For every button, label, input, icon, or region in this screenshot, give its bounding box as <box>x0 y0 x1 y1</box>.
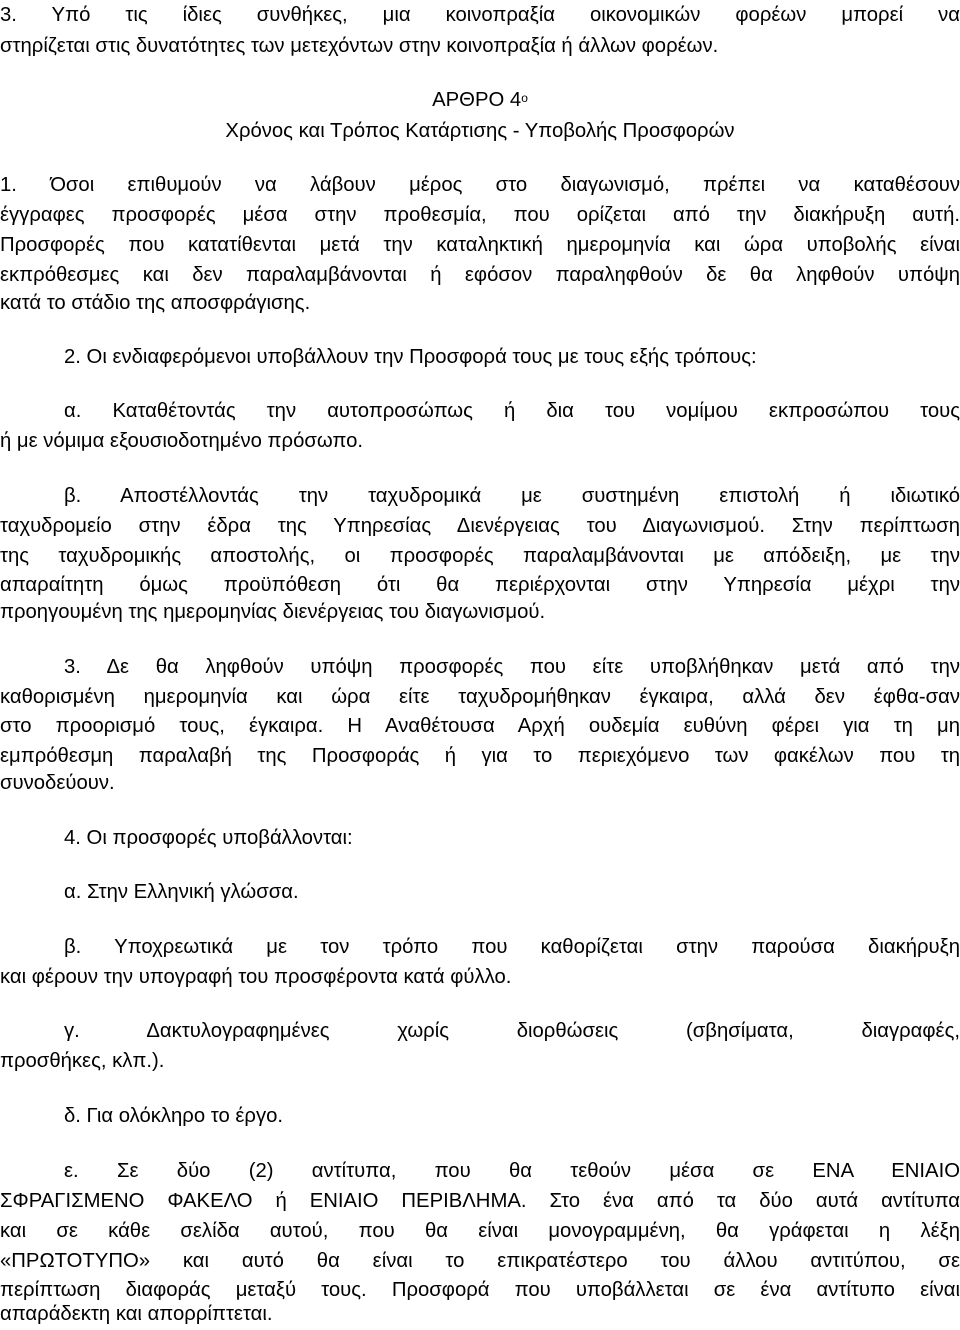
paragraph-3-line-1: 3. Υπό τις ίδιες συνθήκες, μια κοινοπραξία οικονομικών φορέων μπορεί να <box>0 4 960 26</box>
section-3-line-3: στο προορισμό τους, έγκαιρα. Η Αναθέτουσα Αρχή ουδεμία ευθύνη φέρει για τη μη <box>0 715 960 737</box>
section-1-line-2: έγγραφες προσφορές μέσα στην προθεσμία, που ορίζεται από την διακήρυξη αυτή. <box>0 204 960 226</box>
section-4c-line-1: γ. Δακτυλογραφημένες χωρίς διορθώσεις (σβησίματα, διαγραφές, <box>64 1020 960 1042</box>
section-2b-line-3: της ταχυδρομικής αποστολής, οι προσφορές παραλαμβάνονται με απόδειξη, με την <box>0 545 960 567</box>
section-3-line-2: καθορισμένη ημερομηνία και ώρα είτε ταχυδρομήθηκαν έγκαιρα, αλλά δεν έφθα-σαν <box>0 686 960 708</box>
section-4e-line-3: και σε κάθε σελίδα αυτού, που θα είναι μονογραμμένη, θα γράφεται η λέξη <box>0 1220 960 1242</box>
section-4b-line-1: β. Υποχρεωτικά με τον τρόπο που καθορίζεται στην παρούσα διακήρυξη <box>64 936 960 958</box>
article-number-superscript: ο <box>521 91 528 105</box>
section-1-line-1: 1. Όσοι επιθυμούν να λάβουν μέρος στο διαγωνισμό, πρέπει να καταθέσουν <box>0 174 960 196</box>
section-4a-line-1: α. Στην Ελληνική γλώσσα. <box>64 881 299 903</box>
section-4e-line-5: περίπτωση διαφοράς μεταξύ τους. Προσφορά που υποβάλλεται σε ένα αντίτυπο είναι <box>0 1279 960 1301</box>
section-3-line-5: συνοδεύουν. <box>0 772 115 794</box>
section-4c-line-2: προσθήκες, κλπ.). <box>0 1050 165 1072</box>
section-1-line-3: Προσφορές που κατατίθενται μετά την καταληκτική ημερομηνία και ώρα υποβολής είναι <box>0 234 960 256</box>
section-2b-line-1: β. Αποστέλλοντάς την ταχυδρομικά με συστημένη επιστολή ή ιδιωτικό <box>64 485 960 507</box>
section-4d-line-1: δ. Για ολόκληρο το έργο. <box>64 1105 284 1127</box>
section-4e-line-4: «ΠΡΩΤΟΤΥΠΟ» και αυτό θα είναι το επικρατέστερο του άλλου αντιτύπου, σε <box>0 1250 960 1272</box>
section-2-line-1: 2. Οι ενδιαφερόμενοι υποβάλλουν την Προσφορά τους με τους εξής τρόπους: <box>64 346 757 368</box>
section-3-line-1: 3. Δε θα ληφθούν υπόψη προσφορές που είτε υποβλήθηκαν μετά από την <box>64 656 960 678</box>
section-4e-line-1: ε. Σε δύο (2) αντίτυπα, που θα τεθούν μέσα σε ΕΝΑ ΕΝΙΑΙΟ <box>64 1160 960 1182</box>
section-4b-line-2: και φέρουν την υπογραφή του προσφέροντα κατά φύλλο. <box>0 966 512 988</box>
article-title: Χρόνος και Τρόπος Κατάρτισης - Υποβολής Προσφορών <box>225 120 735 142</box>
section-2a-line-1: α. Καταθέτοντάς την αυτοπροσώπως ή δια του νομίμου εκπροσώπου τους <box>64 400 960 422</box>
section-1-line-5: κατά το στάδιο της αποσφράγισης. <box>0 292 311 314</box>
section-4-line-1: 4. Οι προσφορές υποβάλλονται: <box>64 827 353 849</box>
section-4e-line-2: ΣΦΡΑΓΙΣΜΕΝΟ ΦΑΚΕΛΟ ή ΕΝΙΑΙΟ ΠΕΡΙΒΛΗΜΑ. Στο ένα από τα δύο αυτά αντίτυπα <box>0 1190 960 1212</box>
paragraph-3-line-2: στηρίζεται στις δυνατότητες των μετεχόντων στην κοινοπραξία ή άλλων φορέων. <box>0 35 719 57</box>
article-heading <box>0 85 960 116</box>
section-2b-line-4: απαραίτητη όμως προϋπόθεση ότι θα περιέρχονται στην Υπηρεσία μέχρι την <box>0 574 960 596</box>
section-4e-line-6: απαράδεκτη και απορρίπτεται. <box>0 1303 273 1325</box>
article-number: ΑΡΘΡΟ 4 <box>432 89 522 111</box>
section-1-line-4: εκπρόθεσμες και δεν παραλαμβάνονται ή εφόσον παραληφθούν δε θα ληφθούν υπόψη <box>0 264 960 286</box>
section-2b-line-2: ταχυδρομείο στην έδρα της Υπηρεσίας Διενέργειας του Διαγωνισμού. Στην περίπτωση <box>0 515 960 537</box>
section-3-line-4: εμπρόθεσμη παραλαβή της Προσφοράς ή για το περιεχόμενο των φακέλων που τη <box>0 745 960 767</box>
section-2b-line-5: προηγουμένη της ημερομηνίας διενέργειας του διαγωνισμού. <box>0 601 546 623</box>
section-2a-line-2: ή με νόμιμα εξουσιοδοτημένο πρόσωπο. <box>0 430 364 452</box>
